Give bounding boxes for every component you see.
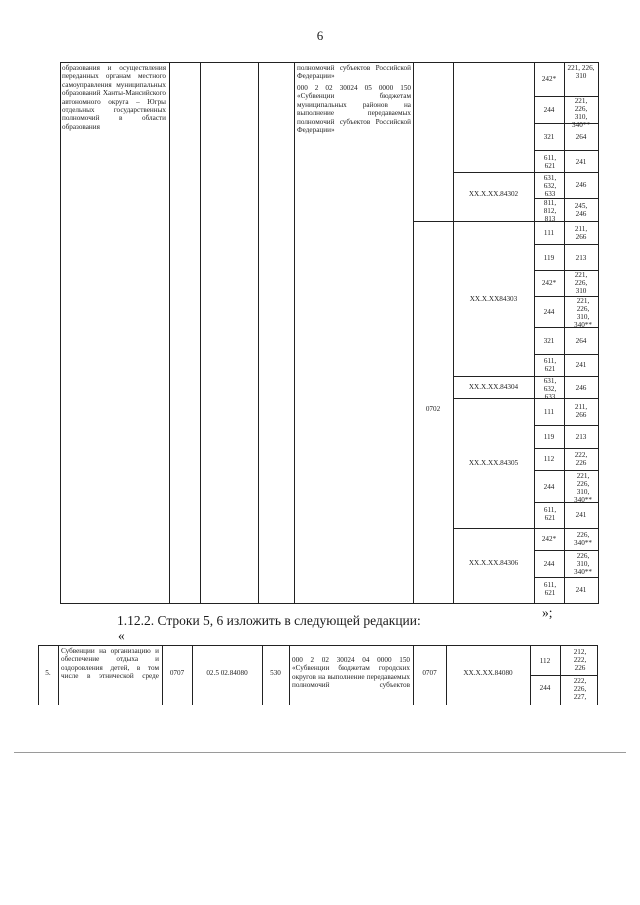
vr-cell: 611, 621 — [543, 357, 557, 373]
vr-cell: 112 — [539, 657, 551, 665]
target-code: ХХ.Х.ХХ.84302 — [468, 190, 519, 198]
revenue-text: 000 2 02 30024 04 0000 150 «Субвенции бюджетам городских округов на выполнение передаваемых полномочий субъектов — [292, 656, 410, 690]
vr-cell: 321 — [543, 337, 555, 345]
vr-cell: 631, 632, 633 — [543, 174, 557, 198]
kosgu-cell: 246 — [575, 181, 587, 189]
kosgu-cell: 245, 246 — [574, 202, 588, 218]
vr-cell: 119 — [543, 254, 555, 262]
vr-cell: 244 — [543, 308, 555, 316]
section-code-2: 0707 — [422, 669, 437, 677]
kosgu-cell: 221, 226, 310 — [567, 64, 595, 80]
section-code: 0707 — [169, 669, 185, 677]
vr-cell: 119 — [543, 433, 555, 441]
vr-cell: 611, 621 — [543, 506, 557, 522]
row-name-text: образования и осуществления переданных органам местного самоуправления муниципальных образований Ханты-Мансийского автономного округа – Югры отдельных государственных полномочий в области образования — [62, 64, 166, 131]
expense-type: 530 — [270, 669, 281, 677]
vr-cell: 631, 632, 633 — [543, 377, 557, 401]
section-code: 0702 — [425, 405, 441, 413]
target-code: ХХ.Х.ХХ84303 — [469, 295, 518, 303]
kosgu-cell: 246 — [575, 384, 587, 392]
kosgu-cell: 213 — [575, 254, 587, 262]
vr-cell: 242* — [541, 279, 557, 287]
kosgu-cell: 222, 226, 227, — [573, 677, 587, 701]
vr-cell: 112 — [543, 455, 555, 463]
kosgu-cell: 222, 226 — [574, 451, 588, 467]
kosgu-cell: 213 — [575, 433, 587, 441]
vr-cell: 244 — [543, 560, 555, 568]
page-number: 6 — [316, 28, 324, 43]
kosgu-cell: 264 — [575, 337, 587, 345]
target-code: ХХ.Х.ХХ.84305 — [468, 459, 519, 467]
opening-quote: « — [118, 628, 125, 643]
kosgu-cell: 241 — [575, 586, 587, 594]
closing-quote: »; — [542, 605, 553, 620]
revenue-text-b: 000 2 02 30024 05 0000 150 «Субвенции бюджетам муниципальных районов на выполнение передаваемых полномочий субъектов Российской Федерации» — [297, 84, 411, 135]
kosgu-cell: 226, 340** — [574, 531, 592, 547]
revenue-text-a: полномочий субъектов Российской Федерации» — [297, 64, 411, 81]
kosgu-cell: 212, 222, 226 — [573, 648, 587, 672]
kosgu-cell: 226, 310, 340** — [574, 552, 592, 576]
vr-cell: 111 — [543, 229, 555, 237]
target-code: ХХ.Х.ХХ.84306 — [468, 559, 519, 567]
kosgu-cell: 264 — [575, 133, 587, 141]
kosgu-cell: 211, 266 — [574, 225, 588, 241]
vr-cell: 242* — [541, 535, 557, 543]
vr-cell: 244 — [539, 684, 551, 692]
target-article: 02.5 02.84080 — [206, 669, 248, 677]
row-number: 5. — [45, 669, 51, 677]
kosgu-cell: 241 — [575, 511, 587, 519]
target-code: ХХ.Х.ХХ.84304 — [468, 383, 519, 391]
vr-cell: 242* — [541, 75, 557, 83]
target-code: ХХ.Х.ХХ.84080 — [463, 669, 513, 677]
vr-cell: 611, 621 — [543, 154, 557, 170]
vr-cell: 811, 812, 813 — [543, 199, 557, 223]
kosgu-cell: 221, 226, 310, 340** — [572, 97, 590, 129]
kosgu-cell: 221, 226, 310 — [574, 271, 588, 295]
vr-cell: 111 — [543, 408, 555, 416]
row-name-text: Субвенции на организацию и обеспечение отдыха и оздоровления детей, в том числе в этнической среде — [61, 647, 159, 681]
kosgu-cell: 211, 266 — [574, 403, 588, 419]
vr-cell: 321 — [543, 133, 555, 141]
kosgu-cell: 241 — [575, 158, 587, 166]
vr-cell: 244 — [543, 106, 555, 114]
kosgu-cell: 241 — [575, 361, 587, 369]
vr-cell: 611, 621 — [543, 581, 557, 597]
amendment-instruction: 1.12.2. Строки 5, 6 изложить в следующей редакции: — [117, 613, 421, 628]
kosgu-cell: 221, 226, 310, 340** — [574, 472, 592, 504]
vr-cell: 244 — [543, 483, 555, 491]
footer-rule — [14, 752, 626, 753]
kosgu-cell: 221, 226, 310, 340** — [574, 297, 592, 329]
